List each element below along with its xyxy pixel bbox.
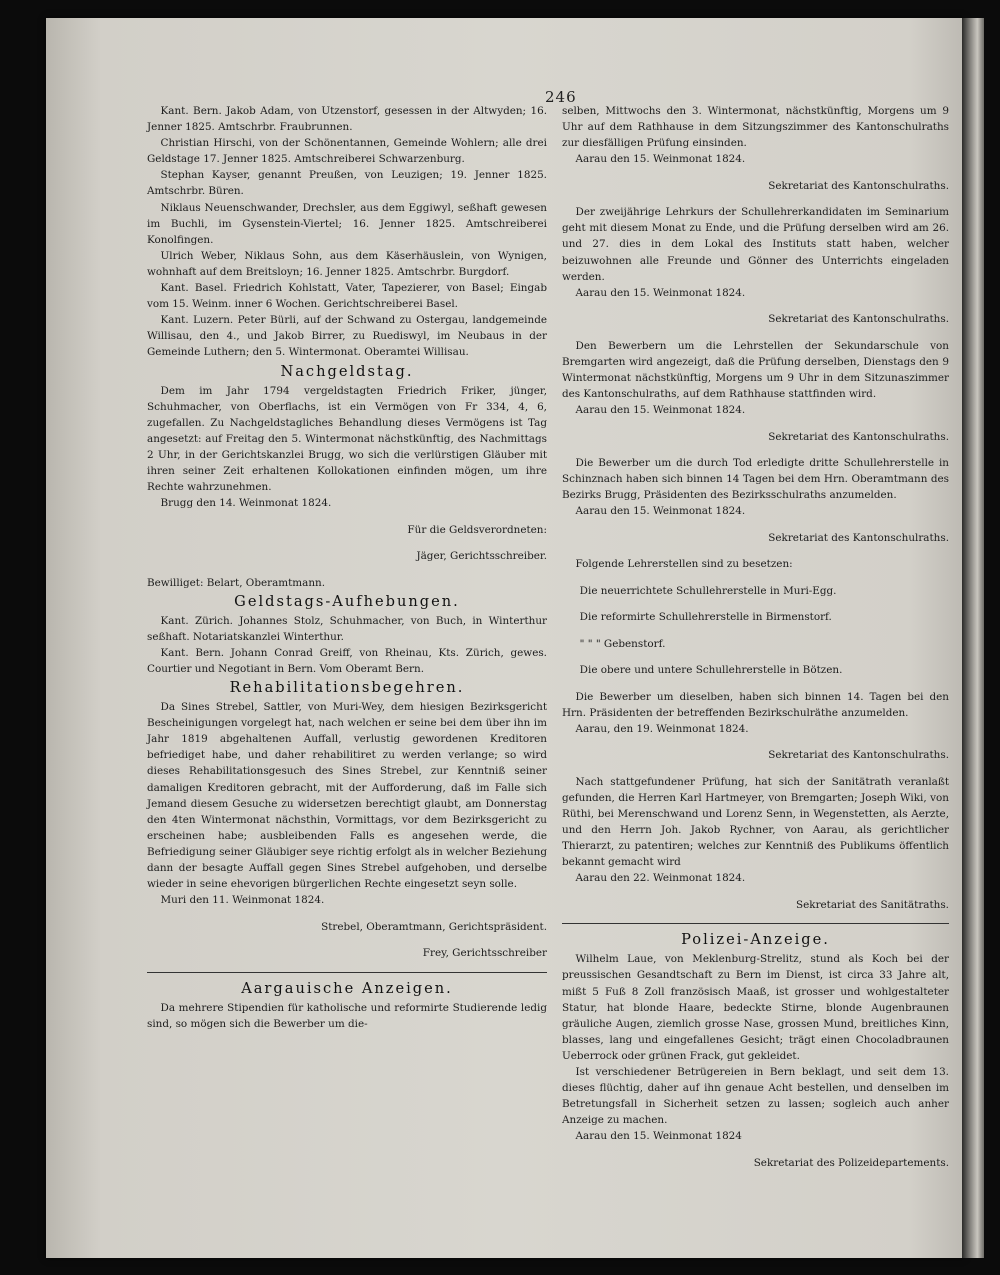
- dateline: Aarau den 15. Weinmonat 1824.: [575, 153, 746, 166]
- notice-entry: Kant. Luzern. Peter Bürli, auf der Schwand zu Ostergau, landgemeinde Willisau, den 4., und Jakob Birrer, zu Ruediswyl, im Neubaus in der Gemeinde Luthern; den 5. Wintermonat. Oberamtei Willisau.: [147, 314, 547, 359]
- right-column: [562, 103, 949, 1181]
- section-divider: [147, 972, 547, 973]
- signature: Sekretariat des Kantonschulraths.: [768, 313, 949, 326]
- list-item: Die obere und untere Schullehrerstelle in Bötzen.: [579, 664, 843, 677]
- notice-body: selben, Mittwochs den 3. Wintermonat, nächstkünftig, Morgens um 9 Uhr auf dem Rathhause in dem Sitzungszimmer des Kantonschulraths zur diesfälligen Prüfung einsinden.: [562, 105, 949, 150]
- notice-body: Ist verschiedener Betrügereien in Bern beklagt, und seit dem 13. dieses flüchtig, daher auf ihn genaue Acht bestellen, und denselben im Betretungsfall in Sicherheit setzen zu lassen; sogleich auch anher Anzeige zu machen.: [562, 1066, 949, 1127]
- notice-entry: Kant. Bern. Johann Conrad Greiff, von Rheinau, Kts. Zürich, gewes. Courtier und Negotiant in Bern. Vom Oberamt Bern.: [147, 646, 547, 675]
- list-item: " " " Gebenstorf.: [579, 637, 666, 650]
- notice-entry: Ulrich Weber, Niklaus Sohn, aus dem Käserhäuslein, von Wynigen, wohnhaft auf dem Breitsloyn; 16. Jenner 1825. Amtschrbr. Burgdorf.: [147, 249, 547, 278]
- list-item: Die neuerrichtete Schullehrerstelle in Muri-Egg.: [579, 584, 837, 597]
- dateline: Aarau, den 19. Weinmonat 1824.: [575, 722, 749, 735]
- dateline: Aarau den 15. Weinmonat 1824: [575, 1130, 742, 1143]
- section-heading-aufhebungen: Geldstags-Aufhebungen.: [234, 592, 460, 610]
- section-heading-aargau: Aargauische Anzeigen.: [241, 979, 453, 997]
- signature: Jäger, Gerichtsschreiber.: [416, 550, 547, 563]
- dateline: Brugg den 14. Weinmonat 1824.: [160, 497, 332, 510]
- notice-body: Wilhelm Laue, von Meklenburg-Strelitz, stund als Koch bei der preussischen Gesandtschaft zu Bern im Dienst, ist circa 33 Jahre alt, mißt 5 Fuß 8 Zoll französisch Maaß, ist grosser und wohlgestalteter Statur, hat blonde Haare, bedeckte Stirne, blonde Augenbraunen gräuliche Augen, ziemlich grosse Nase, grossen Mund, breitliches Kinn, blasses, lang und eingefallenes Gesicht; trägt einen Chocoladbraunen Ueberrock oder grünen Frack, gut gekleidet.: [562, 953, 949, 1062]
- dateline: Muri den 11. Weinmonat 1824.: [160, 894, 325, 907]
- list-intro: Folgende Lehrerstellen sind zu besetzen:: [575, 558, 793, 571]
- signature: Sekretariat des Sanitätraths.: [796, 898, 949, 911]
- signature: Sekretariat des Polizeidepartements.: [753, 1156, 949, 1169]
- notice-entry: Niklaus Neuenschwander, Drechsler, aus dem Eggiwyl, seßhaft gewesen im Buchli, im Gysenstein-Viertel; 16. Jenner 1825. Amtschreiberei Konolfingen.: [147, 201, 547, 246]
- section-divider: [562, 923, 949, 924]
- approval-line: Bewilliget: Belart, Oberamtmann.: [147, 576, 326, 589]
- signature: Sekretariat des Kantonschulraths.: [768, 531, 949, 544]
- notice-body: Da Sines Strebel, Sattler, von Muri-Wey, dem hiesigen Bezirksgericht Bescheinigungen vorgelegt hat, nach welchen er seine bei dem über ihn im Jahr 1819 abgehaltenen Auffall, verlustig gewordenen Kreditoren befriediget habe, und daher rehabilitiret zu werden verlange; so wird dieses Rehabilitationsgesuch des Sines Strebel, zur Kenntniß seiner damaligen Kreditoren gebracht, mit der Aufforderung, daß im Falle sich Jemand diesem Gesuche zu widersetzen berechtigt glaubt, am Donnerstag den 4ten Wintermonat nächsthin, Vormittags, vor dem Bezirksgericht zu erscheinen habe; ausbleibenden Falls es angesehen werde, die Befriedigung seiner Gläubiger seye richtig erfolgt als in welcher Beziehung dann der besagte Auffall gegen Sines Strebel aufgehoben, und derselbe wieder in seine ehevorigen bürgerlichen Rechte eingesetzt seyn solle.: [147, 701, 547, 891]
- page-number: 246: [545, 88, 577, 106]
- notice-body: Der zweijährige Lehrkurs der Schullehrerkandidaten im Seminarium geht mit diesem Monat zu Ende, und die Prüfung derselben wird am 26. und 27. dies in dem Lokal des Instituts statt haben, welcher beizuwohnen alle Freunde und Gönner des Unterrichts eingeladen werden.: [562, 206, 949, 283]
- section-heading-polizei: Polizei-Anzeige.: [681, 931, 830, 949]
- notice-entry: Kant. Basel. Friedrich Kohlstatt, Vater, Tapezierer, von Basel; Eingab vom 15. Weinm. inner 6 Wochen. Gerichtschreiberei Basel.: [147, 282, 547, 311]
- notice-body: Den Bewerbern um die Lehrstellen der Sekundarschule von Bremgarten wird angezeigt, daß die Prüfung derselben, Dienstags den 9 Wintermonat nächstkünftig, Morgens um 9 Uhr in dem Sitzunaszimmer des Kantonschulraths, auf dem Rathhause stattfinden wird.: [562, 339, 949, 400]
- signature: Strebel, Oberamtmann, Gerichtspräsident.: [321, 920, 547, 933]
- section-heading-nachgeldstag: Nachgeldstag.: [280, 362, 414, 380]
- signature: Frey, Gerichtsschreiber: [422, 947, 547, 960]
- signature: Sekretariat des Kantonschulraths.: [768, 749, 949, 762]
- section-heading-rehabilitation: Rehabilitationsbegehren.: [229, 679, 465, 697]
- notice-body: Nach stattgefundener Prüfung, hat sich der Sanitätrath veranlaßt gefunden, die Herren Karl Hartmeyer, von Bremgarten; Joseph Wiki, von Rüthi, bei Merenschwand und Lorenz Senn, in Wegenstetten, als Aerzte, und den Herrn Joh. Jakob Rychner, von Aarau, als gerichtlicher Thierarzt, zu patentiren; welches zur Kenntniß des Publikums öffentlich bekannt gemacht wird: [562, 775, 949, 869]
- list-item: Die reformirte Schullehrerstelle in Birmenstorf.: [579, 611, 832, 624]
- left-column: [147, 103, 547, 1032]
- notice-entry: Kant. Zürich. Johannes Stolz, Schuhmacher, von Buch, in Winterthur seßhaft. Notariatskanzlei Winterthur.: [147, 614, 547, 643]
- signature: Sekretariat des Kantonschulraths.: [768, 179, 949, 192]
- dateline: Aarau den 22. Weinmonat 1824.: [575, 872, 746, 885]
- notice-body: Die Bewerber um die durch Tod erledigte dritte Schullehrerstelle in Schinznach haben sich binnen 14 Tagen bei dem Hrn. Oberamtmann des Bezirks Brugg, Präsidenten des Bezirksschulraths anzumelden.: [562, 457, 949, 502]
- signature: Sekretariat des Kantonschulraths.: [768, 430, 949, 443]
- notice-entry: Kant. Bern. Jakob Adam, von Utzenstorf, gesessen in der Altwyden; 16. Jenner 1825. Amtschrbr. Fraubrunnen.: [147, 105, 547, 134]
- dateline: Aarau den 15. Weinmonat 1824.: [575, 505, 746, 518]
- notice-entry: Stephan Kayser, genannt Preußen, von Leuzigen; 19. Jenner 1825. Amtschrbr. Büren.: [147, 169, 547, 198]
- signature: Für die Geldsverordneten:: [407, 523, 547, 536]
- notice-entry: Christian Hirschi, von der Schönentannen, Gemeinde Wohlern; alle drei Geldstage 17. Jenner 1825. Amtschreiberei Schwarzenburg.: [147, 137, 547, 166]
- book-spine: [962, 18, 984, 1258]
- notice-body: Die Bewerber um dieselben, haben sich binnen 14. Tagen bei den Hrn. Präsidenten der betreffenden Bezirkschulräthe anzumelden.: [562, 690, 949, 719]
- notice-body: Dem im Jahr 1794 vergeldstagten Friedrich Friker, jünger, Schuhmacher, von Oberflachs, ist ein Vermögen von Fr 334, 4, 6, zugefallen. Zu Nachgeldstagliches Behandlung dieses Vermögens ist Tag angesetzt: auf Freitag den 5. Wintermonat nächstkünftig, des Nachmittags 2 Uhr, in der Gerichtskanzlei Brugg, wo sich die verlürstigen Gläuber mit ihren seiner Zeit erhaltenen Kollokationen einfinden mögen, um ihre Rechte wahrzunehmen.: [147, 384, 547, 494]
- dateline: Aarau den 15. Weinmonat 1824.: [575, 286, 746, 299]
- dateline: Aarau den 15. Weinmonat 1824.: [575, 404, 746, 417]
- notice-body: Da mehrere Stipendien für katholische und reformirte Studierende ledig sind, so mögen sich die Bewerber um die-: [147, 1001, 547, 1030]
